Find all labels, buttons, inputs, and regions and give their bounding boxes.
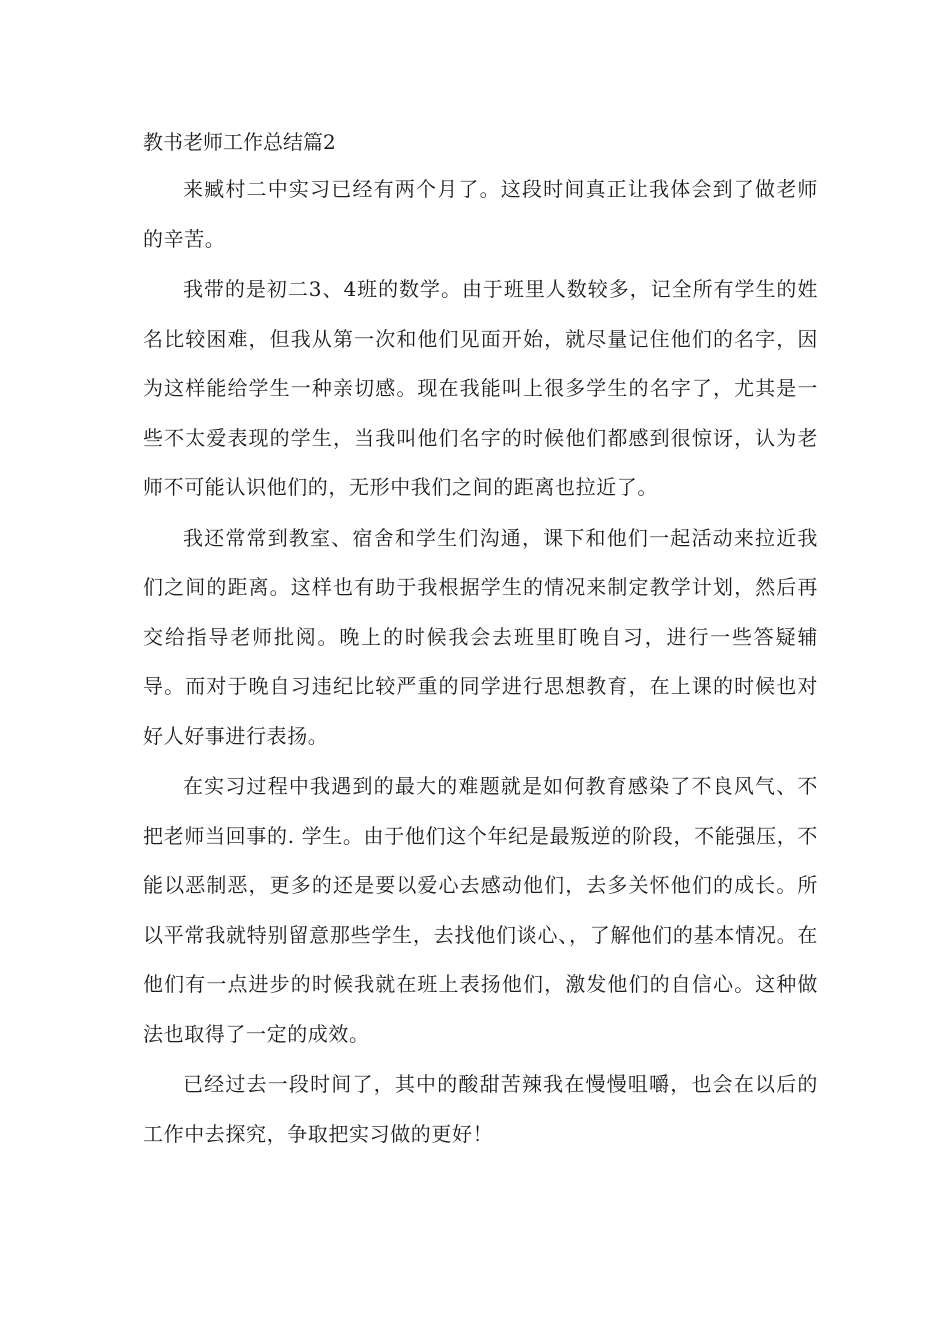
document-title: 教书老师工作总结篇2 — [143, 130, 336, 154]
document-body — [143, 120, 818, 1160]
paragraph-4: 在实习过程中我遇到的最大的难题就是如何教育感染了不良风气、不把老师当回事的. 学生。由于他们这个年纪是最叛逆的阶段，不能强压，不能以恶制恶，更多的还是要以爱心去感动他们，去多关怀他们的成长。所以平常我就特别留意那些学生，去找他们谈心、，了解他们的基本情况。在他们有一点进步的时候我就在班上表扬他们，激发他们的自信心。这种做法也取得了一定的成效。 — [143, 774, 818, 1046]
paragraph-3: 我还常常到教室、宿舍和学生们沟通，课下和他们一起活动来拉近我们之间的距离。这样也有助于我根据学生的情况来制定教学计划，然后再交给指导老师批阅。晚上的时候我会去班里盯晚自习，进行一些答疑辅导。而对于晚自习违纪比较严重的同学进行思想教育，在上课的时候也对好人好事进行表扬。 — [143, 525, 818, 748]
paragraph-5: 已经过去一段时间了，其中的酸甜苦辣我在慢慢咀嚼，也会在以后的工作中去探究，争取把实习做的更好！ — [143, 1072, 818, 1146]
paragraph-2: 我带的是初二3、4班的数学。由于班里人数较多，记全所有学生的姓名比较困难，但我从第一次和他们见面开始，就尽量记住他们的名字，因为这样能给学生一种亲切感。现在我能叫上很多学生的名字了，尤其是一些不太爱表现的学生，当我叫他们名字的时候他们都感到很惊讶，认为老师不可能认识他们的，无形中我们之间的距离也拉近了。 — [143, 277, 818, 499]
paragraph-1: 来臧村二中实习已经有两个月了。这段时间真正让我体会到了做老师的辛苦。 — [143, 177, 818, 251]
